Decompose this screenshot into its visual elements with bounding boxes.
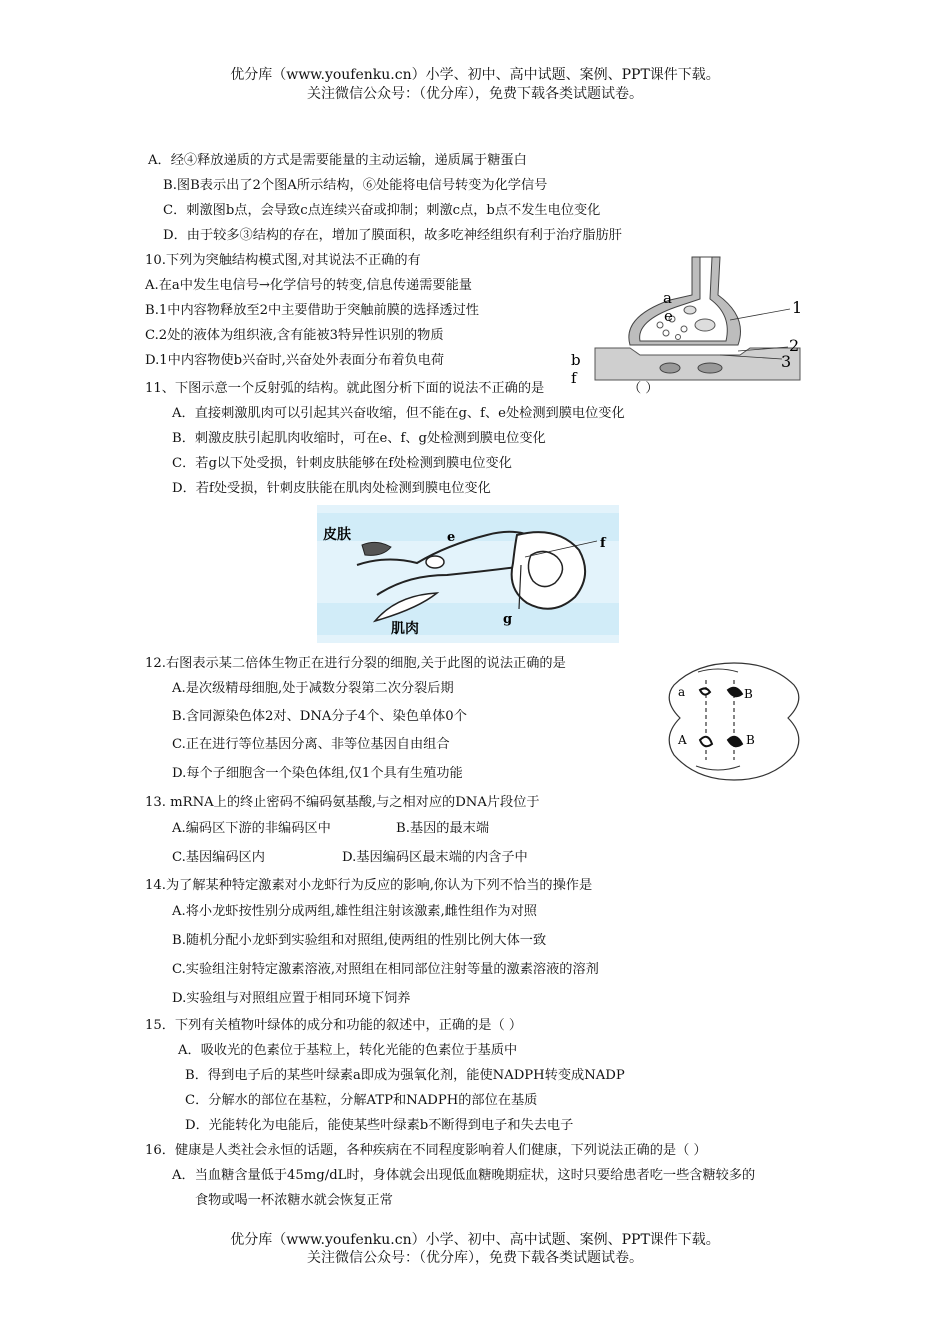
- q11-option-d: D．若f处受损，针刺皮肤能在肌肉处检测到膜电位变化: [172, 481, 491, 496]
- q10-option-a: A.在a中发生电信号→化学信号的转变,信息传递需要能量: [145, 278, 472, 293]
- footer-line-2: 关注微信公众号：（优分库），免费下载各类试题试卷。: [307, 1250, 643, 1266]
- q12-option-b: B.含同源染色体2对、DNA分子4个、染色单体0个: [172, 709, 467, 724]
- q11-stem: 11、下图示意一个反射弧的结构。就此图分析下面的说法不正确的是: [145, 381, 545, 396]
- label-A: A: [678, 733, 687, 747]
- label-muscle: 肌肉: [391, 621, 419, 637]
- label-e: e: [664, 307, 673, 325]
- q13-stem: 13. mRNA上的终止密码不编码氨基酸,与之相对应的DNA片段位于: [145, 795, 540, 810]
- label-3: 3: [781, 352, 792, 371]
- q11-answer-bracket: （ ）: [628, 381, 659, 396]
- q15-option-a: A．吸收光的色素位于基粒上，转化光能的色素位于基质中: [178, 1043, 518, 1058]
- q13-option-b: B.基因的最末端: [396, 821, 490, 836]
- q15-stem: 15．下列有关植物叶绿体的成分和功能的叙述中，正确的是（ ）: [145, 1018, 523, 1033]
- label-f: f: [600, 536, 606, 551]
- q13-option-c: C.基因编码区内: [172, 850, 265, 865]
- label-f: f: [571, 369, 577, 385]
- footer-line-1: 优分库（www.youfenku.cn）小学、初中、高中试题、案例、PPT课件下载。: [230, 1232, 720, 1248]
- q10-option-c: C.2处的液体为组织液,含有能被3特异性识别的物质: [145, 328, 444, 343]
- ganglion: [426, 556, 444, 568]
- q9-option-a: A．经④释放递质的方式是需要能量的主动运输，递质属于糖蛋白: [148, 153, 527, 168]
- q10-stem: 10.下列为突触结构模式图,对其说法不正确的有: [145, 253, 421, 268]
- reflex-arc-figure: [317, 505, 619, 643]
- q14-option-b: B.随机分配小龙虾到实验组和对照组,使两组的性别比例大体一致: [172, 933, 547, 948]
- postsynaptic-membrane: [595, 348, 800, 380]
- q12-option-a: A.是次级精母细胞,处于减数分裂第二次分裂后期: [172, 681, 454, 696]
- mitochondrion: [684, 306, 696, 314]
- q10-option-d: D.1中内容物使b兴奋时,兴奋处外表面分布着负电荷: [145, 353, 445, 368]
- q11-option-c: C．若g以下处受损，针刺皮肤能够在f处检测到膜电位变化: [172, 456, 512, 471]
- header-line-1: 优分库（www.youfenku.cn）小学、初中、高中试题、案例、PPT课件下载。: [230, 67, 720, 83]
- q11-option-a: A．直接刺激肌肉可以引起其兴奋收缩，但不能在g、f、e处检测到膜电位变化: [172, 406, 625, 421]
- label-skin: 皮肤: [323, 527, 351, 543]
- q16-stem: 16．健康是人类社会永恒的话题，各种疾病在不同程度影响着人们健康，下列说法正确的是（ ）: [145, 1143, 707, 1158]
- label-g: g: [503, 612, 513, 627]
- q12-stem: 12.右图表示某二倍体生物正在进行分裂的细胞,关于此图的说法正确的是: [145, 656, 566, 671]
- q12-option-c: C.正在进行等位基因分离、非等位基因自由组合: [172, 737, 450, 752]
- q15-option-b: B．得到电子后的某些叶绿素a即成为强氧化剂，能使NADPH转变成NADP: [185, 1068, 625, 1083]
- q9-option-b: B.图B表示出了2个图A所示结构，⑥处能将电信号转变为化学信号: [163, 178, 548, 193]
- q12-option-d: D.每个子细胞含一个染色体组,仅1个具有生殖功能: [172, 766, 463, 781]
- q14-option-c: C.实验组注射特定激素溶液,对照组在相同部位注射等量的激素溶液的溶剂: [172, 962, 599, 977]
- mitochondrion: [698, 363, 722, 373]
- dividing-cell-figure: [656, 660, 814, 784]
- q10-option-b: B.1中内容物释放至2中主要借助于突触前膜的选择透过性: [145, 303, 479, 318]
- label-B-bottom: B: [746, 733, 755, 747]
- label-b: b: [571, 351, 581, 369]
- q13-option-d: D.基因编码区最末端的内含子中: [342, 850, 528, 865]
- header-line-2: 关注微信公众号：（优分库），免费下载各类试题试卷。: [307, 86, 643, 102]
- label-1: 1: [792, 298, 803, 317]
- q14-stem: 14.为了解某种特定激素对小龙虾行为反应的影响,你认为下列不恰当的操作是: [145, 878, 593, 893]
- q15-option-c: C．分解水的部位在基粒，分解ATP和NADPH的部位在基质: [185, 1093, 538, 1108]
- label-a: a: [678, 685, 686, 699]
- q13-option-a: A.编码区下游的非编码区中: [172, 821, 331, 836]
- label-B-top: B: [744, 687, 753, 701]
- mitochondrion: [660, 363, 680, 373]
- q14-option-d: D.实验组与对照组应置于相同环境下饲养: [172, 991, 411, 1006]
- q9-option-d: D．由于较多③结构的存在，增加了膜面积，故多吃神经组织有利于治疗脂肪肝: [163, 228, 622, 243]
- q15-option-d: D．光能转化为电能后，能使某些叶绿素b不断得到电子和失去电子: [185, 1118, 574, 1133]
- q14-option-a: A.将小龙虾按性别分成两组,雄性组注射该激素,雌性组作为对照: [172, 904, 537, 919]
- label-2: 2: [789, 336, 800, 355]
- mitochondrion: [695, 319, 715, 331]
- q11-option-b: B．刺激皮肤引起肌肉收缩时，可在e、f、g处检测到膜电位变化: [172, 431, 546, 446]
- label-a: a: [663, 289, 672, 307]
- q16-option-a-line-1: A．当血糖含量低于45mg/dL时，身体就会出现低血糖晚期症状，这时只要给患者吃一些含糖较多的: [172, 1168, 756, 1183]
- synapse-figure: [560, 255, 820, 385]
- q16-option-a-line-2: 食物或喝一杯浓糖水就会恢复正常: [195, 1193, 393, 1208]
- q9-option-c: C．刺激图b点，会导致c点连续兴奋或抑制；刺激c点，b点不发生电位变化: [163, 203, 601, 218]
- label-e: e: [447, 530, 456, 545]
